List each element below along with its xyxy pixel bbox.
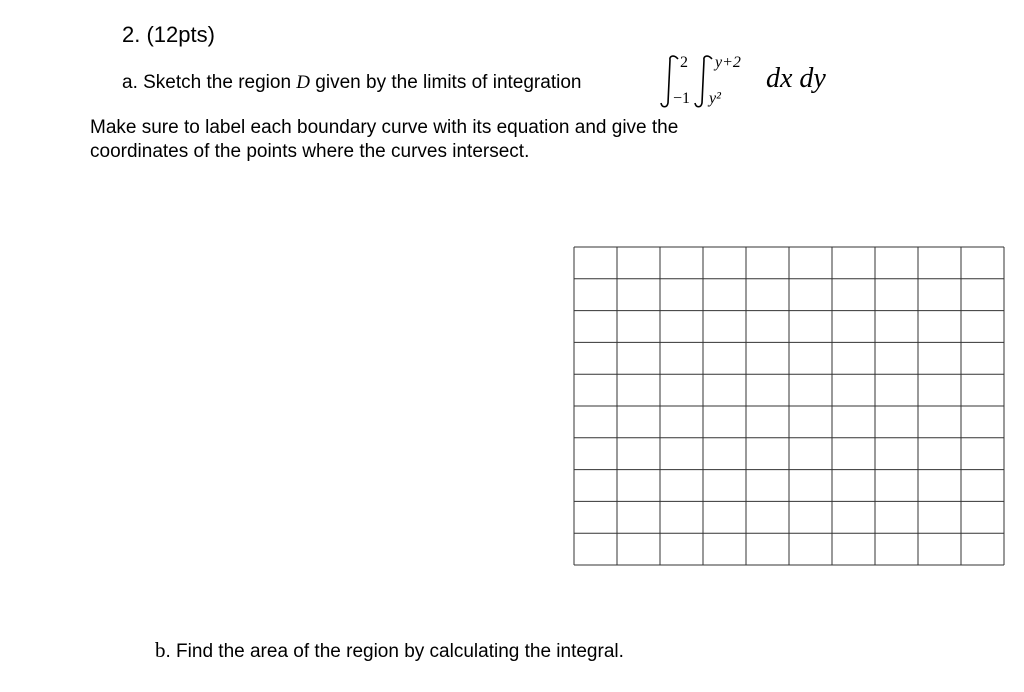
part-b-label: b [155,638,166,662]
outer-upper-limit: 2 [680,54,688,71]
instructions [90,116,678,164]
outer-lower-limit: −1 [673,90,691,107]
region-variable: D [296,72,311,93]
part-a-text-before: . Sketch the region [132,72,297,93]
part-a-label: a [122,72,133,93]
instruction-line-1: Make sure to label each boundary curve with its equation and give the [90,117,679,138]
part-b-prompt [155,638,624,663]
instruction-line-2: coordinates of the points where the curves intersect. [90,141,530,162]
part-a-prompt [122,72,581,94]
differentials: dx dy [766,63,826,94]
inner-upper-limit: y+2 [715,54,741,71]
double-integral [660,50,760,114]
sketch-grid[interactable] [573,246,1005,566]
part-b-text: . Find the area of the region by calculating the integral. [165,641,624,662]
inner-lower-limit: y² [709,90,721,107]
problem-title: 2. (12pts) [122,22,215,47]
part-a-text-after: given by the limits of integration [310,72,582,93]
